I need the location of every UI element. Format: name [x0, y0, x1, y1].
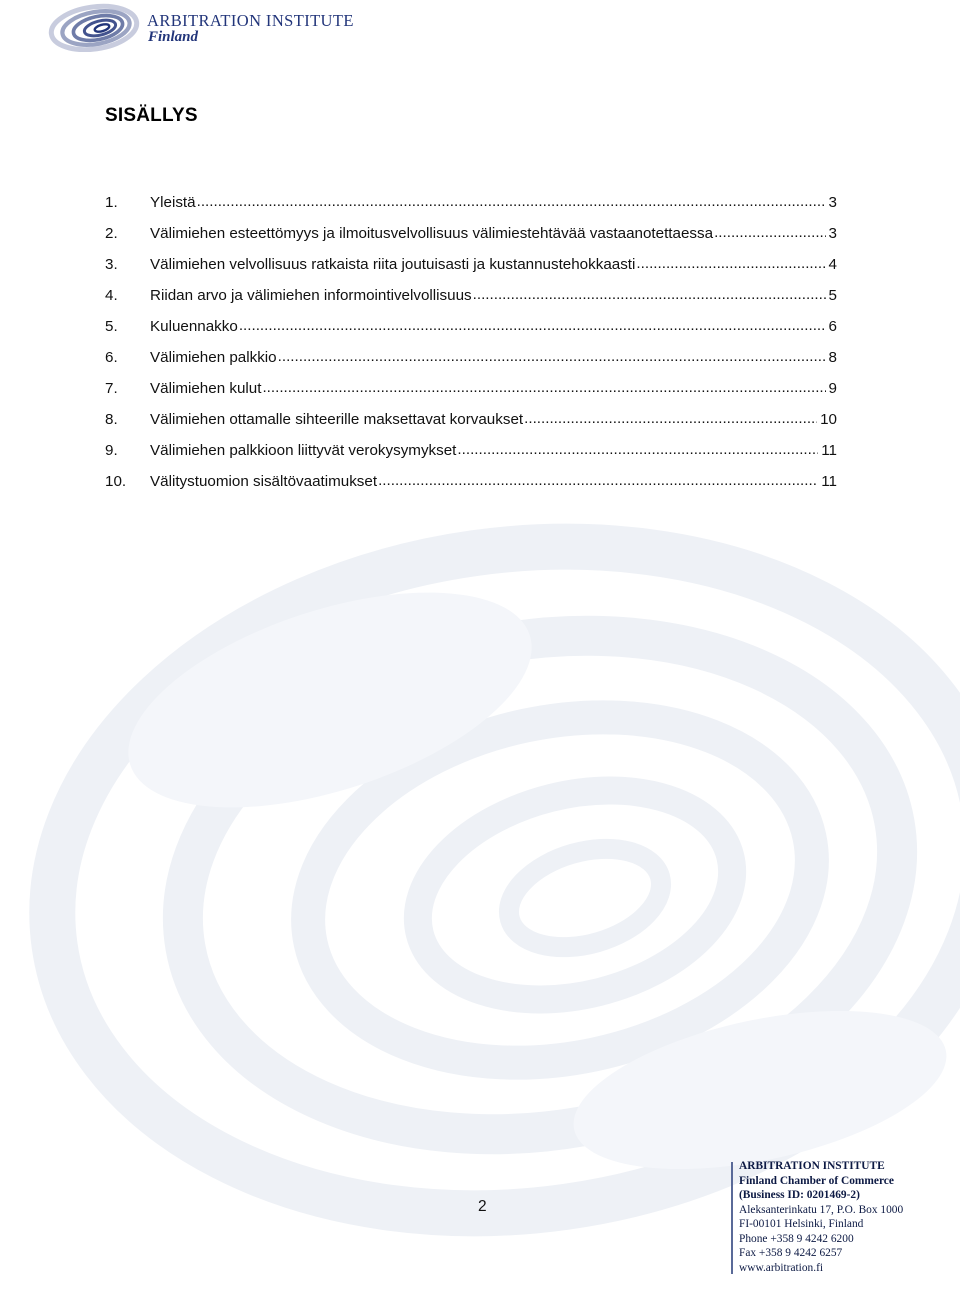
toc-dot-leader: [636, 255, 825, 272]
toc-entry-page: 9: [828, 380, 837, 397]
toc-entry-page: 6: [828, 318, 837, 335]
toc-dot-leader: [524, 410, 817, 427]
toc-entry-number: 6.: [105, 349, 118, 366]
toc-entry-number: 9.: [105, 442, 118, 459]
toc-entry-page: 4: [828, 256, 837, 273]
footer-website[interactable]: www.arbitration.fi: [739, 1261, 824, 1274]
footer-divider: [731, 1162, 733, 1274]
footer-chamber: Finland Chamber of Commerce: [739, 1174, 894, 1187]
toc-entry-page: 3: [828, 225, 837, 242]
toc-entry-title: Kuluennakko: [150, 318, 238, 335]
org-name: ARBITRATION INSTITUTE: [147, 11, 354, 30]
toc-entry-title: Välimiehen kulut: [150, 380, 262, 397]
toc-entry-page: 11: [821, 473, 837, 490]
toc-dot-leader: [197, 193, 826, 210]
toc-entry-title: Yleistä: [150, 194, 196, 211]
toc-entry-title: Välimiehen palkkio: [150, 349, 277, 366]
toc-entry-page: 3: [828, 194, 837, 211]
toc-dot-leader: [278, 348, 826, 365]
toc-entry-title: Välimiehen velvollisuus ratkaista riita joutuisasti ja kustannustehokkaasti: [150, 256, 636, 273]
toc-entry-number: 2.: [105, 225, 118, 242]
toc-entry-page: 8: [828, 349, 837, 366]
toc-entry[interactable]: [105, 194, 837, 225]
footer-business-id: (Business ID: 0201469-2): [739, 1189, 860, 1201]
toc-dot-leader: [239, 317, 826, 334]
table-of-contents: [105, 194, 837, 504]
toc-entry-number: 4.: [105, 287, 118, 304]
toc-entry[interactable]: [105, 442, 837, 473]
page-number: 2: [478, 1198, 487, 1215]
toc-entry-number: 3.: [105, 256, 118, 273]
toc-dot-leader: [714, 224, 825, 241]
toc-dot-leader: [473, 286, 826, 303]
toc-entry-number: 8.: [105, 411, 118, 428]
toc-entry-title: Välitystuomion sisältövaatimukset: [150, 473, 378, 490]
footer-fax: Fax +358 9 4242 6257: [739, 1247, 843, 1259]
toc-entry-number: 5.: [105, 318, 118, 335]
toc-entry[interactable]: [105, 380, 837, 411]
toc-entry-page: 10: [820, 411, 837, 428]
footer-city: FI-00101 Helsinki, Finland: [739, 1218, 864, 1230]
toc-dot-leader: [262, 379, 825, 396]
toc-dot-leader: [457, 441, 818, 458]
toc-entry[interactable]: [105, 349, 837, 380]
toc-entry[interactable]: [105, 411, 837, 442]
footer-street: Aleksanterinkatu 17, P.O. Box 1000: [739, 1203, 904, 1216]
toc-entry[interactable]: [105, 256, 837, 287]
toc-dot-leader: [378, 472, 818, 489]
swirl-logo-icon: [44, 2, 140, 52]
footer-org-name: ARBITRATION INSTITUTE: [739, 1160, 885, 1172]
header-logo: [44, 2, 384, 52]
toc-entry-title: Välimiehen esteettömyys ja ilmoitusvelvollisuus välimiestehtävää vastaanotettaessa: [150, 225, 714, 242]
toc-entry-number: 10.: [105, 473, 127, 490]
toc-entry-number: 1.: [105, 194, 118, 211]
toc-entry-page: 5: [828, 287, 837, 304]
toc-entry[interactable]: [105, 225, 837, 256]
toc-entry[interactable]: [105, 318, 837, 349]
toc-entry[interactable]: [105, 473, 837, 504]
toc-entry-title: Välimiehen palkkioon liittyvät verokysymykset: [150, 442, 457, 459]
footer-address: [739, 1159, 903, 1275]
org-country: Finland: [148, 29, 199, 45]
page-title: SISÄLLYS: [105, 105, 198, 126]
toc-entry-title: Välimiehen ottamalle sihteerille maksettavat korvaukset: [150, 411, 524, 428]
toc-entry-page: 11: [821, 442, 837, 459]
toc-entry-title: Riidan arvo ja välimiehen informointivelvollisuus: [150, 287, 472, 304]
toc-entry[interactable]: [105, 287, 837, 318]
footer-phone: Phone +358 9 4242 6200: [739, 1232, 854, 1245]
toc-entry-number: 7.: [105, 380, 118, 397]
